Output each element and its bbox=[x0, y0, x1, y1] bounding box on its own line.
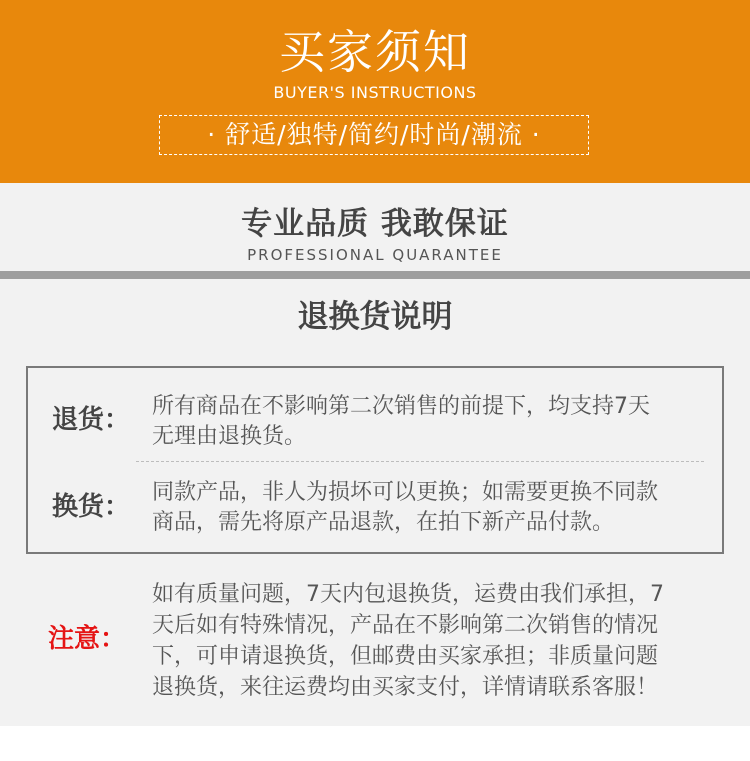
policy-divider bbox=[136, 461, 704, 462]
quality-title: 专业品质 我敢保证 bbox=[241, 206, 509, 242]
exchange-text-line-1: 同款产品，非人为损坏可以更换；如需要更换不同款 bbox=[152, 480, 659, 505]
note-label: 注意： bbox=[48, 624, 127, 654]
return-label: 退货： bbox=[52, 405, 131, 435]
note-text-line-1: 如有质量问题，7天内包退换货，运费由我们承担，7 bbox=[152, 582, 664, 607]
quality-band bbox=[0, 183, 750, 271]
return-text-line-2: 无理由退换货。 bbox=[152, 424, 307, 449]
note-text-line-4: 退换货，来往运费均由买家支付，详情请联系客服！ bbox=[152, 675, 659, 700]
exchange-text-line-2: 商品，需先将原产品退款，在拍下新产品付款。 bbox=[152, 510, 615, 535]
note-text-line-3: 下，可申请退换货，但邮费由买家承担；非质量问题 bbox=[152, 644, 659, 669]
page-title: 买家须知 bbox=[279, 25, 471, 79]
page-subtitle: BUYER'S INSTRUCTIONS bbox=[273, 83, 477, 102]
band-divider bbox=[0, 271, 750, 279]
exchange-label: 换货： bbox=[52, 492, 131, 522]
note-text-line-2: 天后如有特殊情况，产品在不影响第二次销售的情况 bbox=[152, 613, 659, 638]
return-text-line-1: 所有商品在不影响第二次销售的前提下，均支持7天 bbox=[152, 394, 650, 419]
section-title: 退换货说明 bbox=[297, 299, 453, 335]
header-banner bbox=[0, 0, 750, 183]
tagline-box: · 舒适/独特/简约/时尚/潮流 · bbox=[159, 115, 589, 155]
quality-subtitle: PROFESSIONAL QUARANTEE bbox=[247, 246, 503, 264]
